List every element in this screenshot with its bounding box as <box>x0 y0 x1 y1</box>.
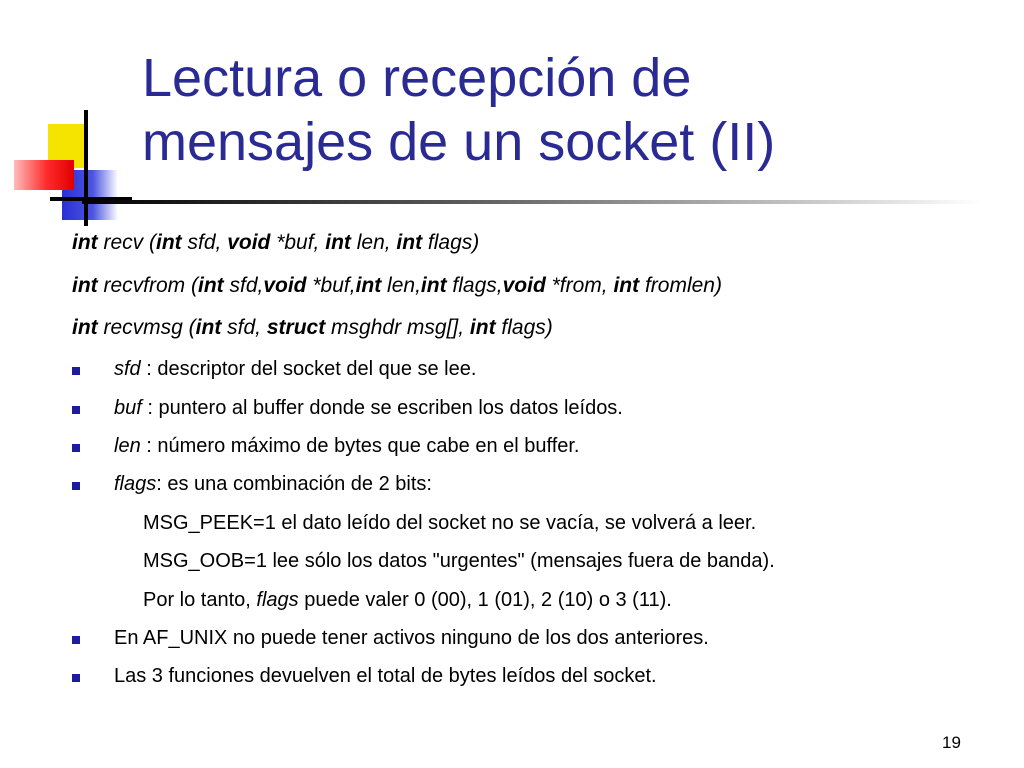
param-type: void <box>502 274 546 297</box>
bullet-term: len <box>114 435 141 457</box>
param-type: int <box>195 316 222 339</box>
function-name: recv ( <box>97 231 156 254</box>
param-text: sfd, <box>223 274 264 297</box>
bullet-desc: : descriptor del socket del que se lee. <box>140 358 477 380</box>
param-type: struct <box>266 316 326 339</box>
bullet-desc: Las 3 funciones devuelven el total de bytes leídos del socket. <box>114 665 657 687</box>
square-bullet-icon <box>72 482 80 490</box>
param-text: sfd, <box>221 316 267 339</box>
return-type: int <box>72 274 98 297</box>
param-text: *buf, <box>306 274 356 297</box>
param-type: int <box>325 231 351 254</box>
bullet-term: sfd <box>114 358 141 380</box>
page-number: 19 <box>942 733 961 752</box>
function-signature-recvmsg <box>72 316 553 340</box>
sub-item-msg-oob: MSG_OOB=1 lee sólo los datos "urgentes" (mensajes fuera de banda). <box>143 550 775 572</box>
bullet-desc: : es una combinación de 2 bits: <box>156 473 432 495</box>
sub-text: puede valer 0 (00), 1 (01), 2 (10) o 3 (11). <box>298 589 672 611</box>
bullet-desc: : puntero al buffer donde se escriben los datos leídos. <box>141 397 623 419</box>
param-text: *buf, <box>270 231 326 254</box>
param-text: sfd, <box>181 231 228 254</box>
square-bullet-icon <box>72 636 80 644</box>
param-type: int <box>613 274 640 297</box>
param-type: int <box>469 316 496 339</box>
sub-item-por-lo-tanto <box>143 589 672 612</box>
param-text: *from, <box>545 274 614 297</box>
param-type: void <box>227 231 271 254</box>
square-bullet-icon <box>72 674 80 682</box>
title-line-1: Lectura o recepción de <box>142 48 692 108</box>
square-bullet-icon <box>72 367 80 375</box>
param-type: void <box>263 274 307 297</box>
bullet-term: flags <box>114 473 157 495</box>
param-text: len, <box>350 231 397 254</box>
square-bullet-icon <box>72 444 80 452</box>
param-text: msghdr msg[], <box>325 316 470 339</box>
bullet-desc: : número máximo de bytes que cabe en el buffer. <box>140 435 580 457</box>
square-bullet-icon <box>72 406 80 414</box>
param-text: fromlen) <box>639 274 722 297</box>
param-text: len, <box>381 274 421 297</box>
return-type: int <box>72 231 98 254</box>
sub-item-msg-peek: MSG_PEEK=1 el dato leído del socket no se vacía, se volverá a leer. <box>143 512 757 534</box>
title-line-2: mensajes de un socket (II) <box>142 112 776 172</box>
param-type: int <box>396 231 423 254</box>
param-text: flags, <box>446 274 503 297</box>
bullet-desc: En AF_UNIX no puede tener activos ninguno de los dos anteriores. <box>114 627 709 649</box>
sub-text: Por lo tanto, <box>143 589 257 611</box>
param-type: int <box>420 274 447 297</box>
param-text: flags) <box>422 231 480 254</box>
function-signature-recv <box>72 231 479 255</box>
function-name: recvfrom ( <box>97 274 198 297</box>
sub-term: flags <box>256 589 299 611</box>
return-type: int <box>72 316 98 339</box>
param-type: int <box>198 274 224 297</box>
param-type: int <box>355 274 382 297</box>
param-type: int <box>156 231 182 254</box>
param-text: flags) <box>495 316 553 339</box>
function-name: recvmsg ( <box>97 316 196 339</box>
bullet-term: buf <box>114 397 142 419</box>
function-signature-recvfrom <box>72 274 722 298</box>
